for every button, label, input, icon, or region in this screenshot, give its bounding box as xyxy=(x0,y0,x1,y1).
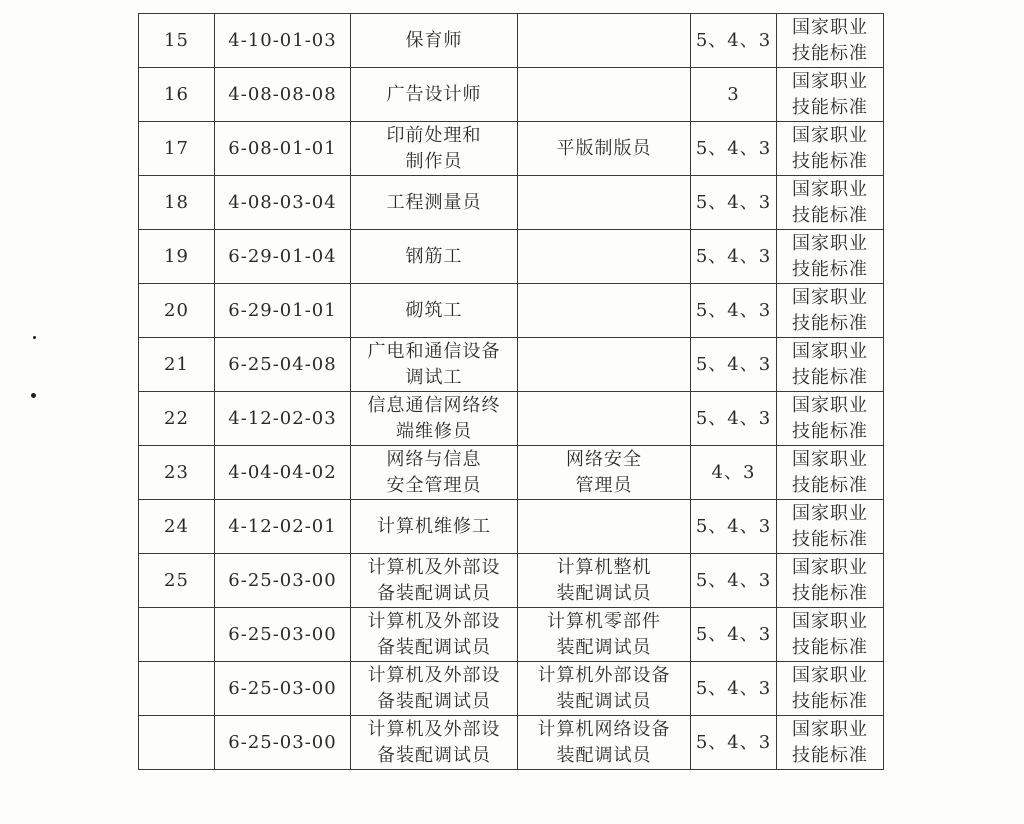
standard-line: 国家职业 xyxy=(792,448,868,470)
occupation-name-cell xyxy=(351,284,518,338)
serial-number-cell: 19 xyxy=(139,230,215,284)
sub-occupation-cell xyxy=(518,446,691,500)
standard-cell xyxy=(777,662,884,716)
sub-occupation-line: 计算机外部设备 xyxy=(537,664,671,686)
occupation-name-line: 备装配调试员 xyxy=(377,582,491,604)
occupation-name-cell xyxy=(351,14,518,68)
occupation-table xyxy=(138,13,884,770)
occupation-name-line: 端维修员 xyxy=(396,420,472,442)
standard-line: 国家职业 xyxy=(792,610,868,632)
sub-occupation-line: 装配调试员 xyxy=(556,636,652,658)
occupation-code-cell: 4-08-08-08 xyxy=(215,68,351,122)
sub-occupation-cell xyxy=(518,14,691,68)
sub-occupation-cell xyxy=(518,338,691,392)
occupation-code-cell: 6-29-01-04 xyxy=(215,230,351,284)
skill-level-cell: 4、3 xyxy=(691,446,777,500)
occupation-code-cell: 6-25-03-00 xyxy=(215,608,351,662)
serial-number-cell: 21 xyxy=(139,338,215,392)
table-row xyxy=(139,662,884,716)
skill-level-cell: 5、4、3 xyxy=(691,662,777,716)
sub-occupation-cell xyxy=(518,68,691,122)
occupation-name-line: 信息通信网络终 xyxy=(367,394,501,416)
sub-occupation-cell xyxy=(518,608,691,662)
standard-line: 技能标准 xyxy=(792,258,868,280)
serial-number-cell: 18 xyxy=(139,176,215,230)
standard-cell xyxy=(777,68,884,122)
table-row xyxy=(139,392,884,446)
standard-line: 国家职业 xyxy=(792,718,868,740)
occupation-name-cell xyxy=(351,338,518,392)
standard-cell xyxy=(777,14,884,68)
standard-line: 技能标准 xyxy=(792,690,868,712)
standard-line: 国家职业 xyxy=(792,556,868,578)
occupation-name-line: 调试工 xyxy=(405,366,463,388)
standard-cell xyxy=(777,230,884,284)
skill-level-cell: 5、4、3 xyxy=(691,500,777,554)
serial-number-cell xyxy=(139,662,215,716)
table-body xyxy=(139,14,884,770)
standard-line: 技能标准 xyxy=(792,42,868,64)
occupation-name-cell xyxy=(351,716,518,770)
skill-level-cell: 5、4、3 xyxy=(691,176,777,230)
occupation-name-cell xyxy=(351,68,518,122)
sub-occupation-line: 网络安全 xyxy=(566,448,642,470)
table-row xyxy=(139,68,884,122)
sub-occupation-cell xyxy=(518,284,691,338)
standard-cell xyxy=(777,554,884,608)
occupation-code-cell: 6-29-01-01 xyxy=(215,284,351,338)
occupation-name-line: 备装配调试员 xyxy=(377,690,491,712)
occupation-name-line: 工程测量员 xyxy=(386,191,482,213)
table-row xyxy=(139,230,884,284)
skill-level-cell: 5、4、3 xyxy=(691,392,777,446)
standard-cell xyxy=(777,500,884,554)
table-row xyxy=(139,500,884,554)
sub-occupation-line: 计算机整机 xyxy=(556,556,652,578)
serial-number-cell: 17 xyxy=(139,122,215,176)
standard-line: 技能标准 xyxy=(792,312,868,334)
occupation-code-cell: 4-12-02-01 xyxy=(215,500,351,554)
sub-occupation-cell xyxy=(518,662,691,716)
occupation-code-cell: 6-25-03-00 xyxy=(215,662,351,716)
standard-cell xyxy=(777,176,884,230)
standard-line: 国家职业 xyxy=(792,70,868,92)
table-row xyxy=(139,284,884,338)
sub-occupation-line: 平版制版员 xyxy=(556,137,652,159)
occupation-name-line: 计算机及外部设 xyxy=(367,610,501,632)
occupation-name-cell xyxy=(351,446,518,500)
standard-line: 国家职业 xyxy=(792,394,868,416)
skill-level-cell: 5、4、3 xyxy=(691,14,777,68)
standard-line: 国家职业 xyxy=(792,286,868,308)
occupation-name-line: 计算机及外部设 xyxy=(367,556,501,578)
serial-number-cell xyxy=(139,608,215,662)
occupation-name-line: 制作员 xyxy=(405,150,463,172)
serial-number-cell: 22 xyxy=(139,392,215,446)
table-row xyxy=(139,554,884,608)
serial-number-cell: 15 xyxy=(139,14,215,68)
standard-line: 国家职业 xyxy=(792,16,868,38)
sub-occupation-cell xyxy=(518,554,691,608)
table-row xyxy=(139,122,884,176)
occupation-name-cell xyxy=(351,176,518,230)
occupation-code-cell: 6-25-03-00 xyxy=(215,554,351,608)
occupation-code-cell: 6-25-04-08 xyxy=(215,338,351,392)
table-row xyxy=(139,338,884,392)
skill-level-cell: 5、4、3 xyxy=(691,284,777,338)
standard-cell xyxy=(777,338,884,392)
occupation-name-line: 备装配调试员 xyxy=(377,636,491,658)
standard-line: 国家职业 xyxy=(792,178,868,200)
standard-line: 国家职业 xyxy=(792,124,868,146)
occupation-name-cell xyxy=(351,122,518,176)
table-row xyxy=(139,446,884,500)
sub-occupation-cell xyxy=(518,392,691,446)
sub-occupation-cell xyxy=(518,122,691,176)
occupation-name-line: 钢筋工 xyxy=(405,245,463,267)
occupation-name-cell xyxy=(351,608,518,662)
occupation-name-line: 保育师 xyxy=(405,29,463,51)
standard-line: 技能标准 xyxy=(792,582,868,604)
sub-occupation-cell xyxy=(518,176,691,230)
occupation-name-line: 砌筑工 xyxy=(405,299,463,321)
scan-speck xyxy=(31,393,36,398)
sub-occupation-line: 计算机零部件 xyxy=(547,610,661,632)
occupation-name-cell xyxy=(351,662,518,716)
occupation-name-cell xyxy=(351,392,518,446)
skill-level-cell: 5、4、3 xyxy=(691,716,777,770)
occupation-name-cell xyxy=(351,500,518,554)
table-row xyxy=(139,716,884,770)
sub-occupation-line: 装配调试员 xyxy=(556,744,652,766)
sub-occupation-line: 装配调试员 xyxy=(556,582,652,604)
table-row xyxy=(139,608,884,662)
standard-line: 国家职业 xyxy=(792,502,868,524)
serial-number-cell: 20 xyxy=(139,284,215,338)
standard-line: 技能标准 xyxy=(792,150,868,172)
sub-occupation-cell xyxy=(518,230,691,284)
skill-level-cell: 5、4、3 xyxy=(691,122,777,176)
occupation-name-line: 计算机维修工 xyxy=(377,515,491,537)
serial-number-cell: 24 xyxy=(139,500,215,554)
occupation-name-line: 计算机及外部设 xyxy=(367,664,501,686)
sub-occupation-cell xyxy=(518,716,691,770)
occupation-code-cell: 4-08-03-04 xyxy=(215,176,351,230)
occupation-code-cell: 6-08-01-01 xyxy=(215,122,351,176)
standard-line: 技能标准 xyxy=(792,366,868,388)
occupation-name-line: 安全管理员 xyxy=(386,474,482,496)
table-row xyxy=(139,14,884,68)
serial-number-cell xyxy=(139,716,215,770)
sub-occupation-line: 装配调试员 xyxy=(556,690,652,712)
skill-level-cell: 5、4、3 xyxy=(691,554,777,608)
serial-number-cell: 16 xyxy=(139,68,215,122)
serial-number-cell: 25 xyxy=(139,554,215,608)
scan-speck xyxy=(33,336,36,339)
occupation-name-line: 备装配调试员 xyxy=(377,744,491,766)
skill-level-cell: 5、4、3 xyxy=(691,608,777,662)
serial-number-cell: 23 xyxy=(139,446,215,500)
standard-cell xyxy=(777,122,884,176)
standard-line: 国家职业 xyxy=(792,340,868,362)
standard-line: 国家职业 xyxy=(792,664,868,686)
occupation-name-line: 广告设计师 xyxy=(386,83,482,105)
standard-cell xyxy=(777,284,884,338)
standard-line: 技能标准 xyxy=(792,744,868,766)
standard-line: 国家职业 xyxy=(792,232,868,254)
occupation-name-line: 广电和通信设备 xyxy=(367,340,501,362)
skill-level-cell: 5、4、3 xyxy=(691,230,777,284)
sub-occupation-line: 管理员 xyxy=(575,474,633,496)
standard-line: 技能标准 xyxy=(792,420,868,442)
standard-cell xyxy=(777,608,884,662)
table-row xyxy=(139,176,884,230)
skill-level-cell: 5、4、3 xyxy=(691,338,777,392)
skill-level-cell: 3 xyxy=(691,68,777,122)
standard-line: 技能标准 xyxy=(792,474,868,496)
occupation-code-cell: 6-25-03-00 xyxy=(215,716,351,770)
standard-cell xyxy=(777,392,884,446)
occupation-name-line: 印前处理和 xyxy=(386,124,482,146)
occupation-name-cell xyxy=(351,230,518,284)
standard-line: 技能标准 xyxy=(792,528,868,550)
occupation-name-line: 计算机及外部设 xyxy=(367,718,501,740)
standard-line: 技能标准 xyxy=(792,636,868,658)
occupation-code-cell: 4-10-01-03 xyxy=(215,14,351,68)
sub-occupation-line: 计算机网络设备 xyxy=(537,718,671,740)
occupation-code-cell: 4-04-04-02 xyxy=(215,446,351,500)
standard-cell xyxy=(777,716,884,770)
standard-line: 技能标准 xyxy=(792,204,868,226)
occupation-code-cell: 4-12-02-03 xyxy=(215,392,351,446)
occupation-name-line: 网络与信息 xyxy=(386,448,482,470)
occupation-name-cell xyxy=(351,554,518,608)
standard-cell xyxy=(777,446,884,500)
standard-line: 技能标准 xyxy=(792,96,868,118)
sub-occupation-cell xyxy=(518,500,691,554)
